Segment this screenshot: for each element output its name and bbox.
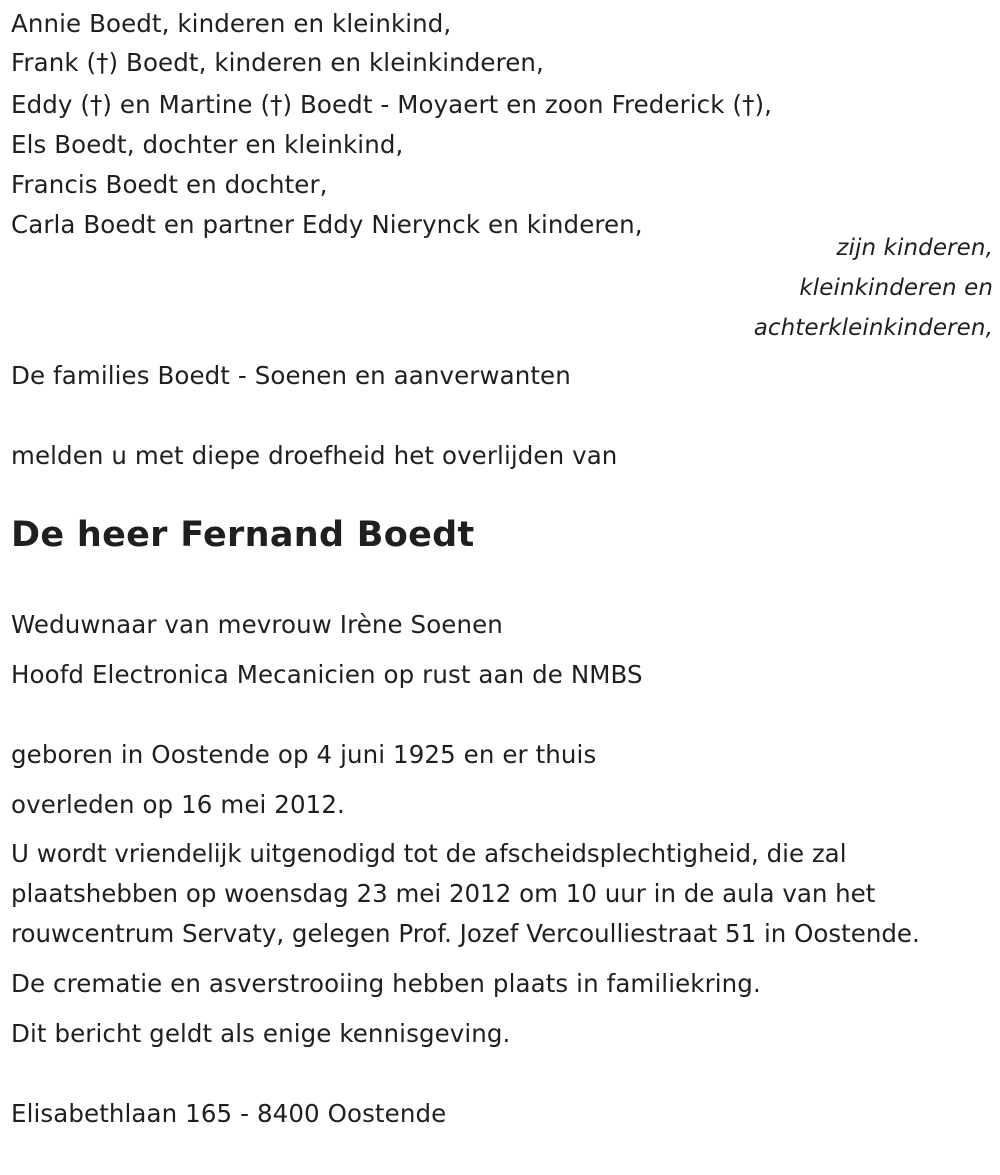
relation-line-1: zijn kinderen, — [836, 235, 993, 261]
address-line: Elisabethlaan 165 - 8400 Oostende — [11, 1099, 447, 1128]
family-line-4: Els Boedt, dochter en kleinkind, — [11, 130, 404, 159]
family-line-2: Frank (†) Boedt, kinderen en kleinkinderen, — [11, 48, 544, 77]
profession-line: Hoofd Electronica Mecanicien op rust aan de NMBS — [11, 660, 643, 689]
relation-line-3: achterkleinkinderen, — [753, 315, 993, 341]
family-line-5: Francis Boedt en dochter, — [11, 170, 328, 199]
invitation-paragraph: U wordt vriendelijk uitgenodigd tot de afscheidsplechtigheid, die zal plaatshebben op woensdag 23 mei 2012 om 10 uur in de aula van het rouwcentrum Servaty, gelegen Prof. Jozef Vercoulliestraat 51 in Oostende. — [11, 839, 920, 948]
died-line: overleden op 16 mei 2012. — [11, 790, 345, 819]
widower-line: Weduwnaar van mevrouw Irène Soenen — [11, 610, 503, 639]
family-line-3: Eddy (†) en Martine (†) Boedt - Moyaert en zoon Frederick (†), — [11, 90, 772, 119]
families-line: De families Boedt - Soenen en aanverwanten — [11, 361, 571, 390]
relation-line-2: kleinkinderen en — [799, 275, 993, 301]
relation-block — [11, 228, 996, 348]
family-list — [11, 0, 996, 246]
notice-line: Dit bericht geldt als enige kennisgeving. — [11, 1019, 511, 1048]
born-line: geboren in Oostende op 4 juni 1925 en er thuis — [11, 740, 597, 769]
announcement-line: melden u met diepe droefheid het overlijden van — [11, 441, 618, 470]
obituary-notice — [11, 0, 996, 1134]
family-line-6: Carla Boedt en partner Eddy Nierynck en kinderen, — [11, 210, 643, 239]
cremation-line: De crematie en asverstrooiing hebben plaats in familiekring. — [11, 969, 761, 998]
family-line-1: Annie Boedt, kinderen en kleinkind, — [11, 9, 452, 38]
deceased-name: De heer Fernand Boedt — [11, 515, 475, 555]
